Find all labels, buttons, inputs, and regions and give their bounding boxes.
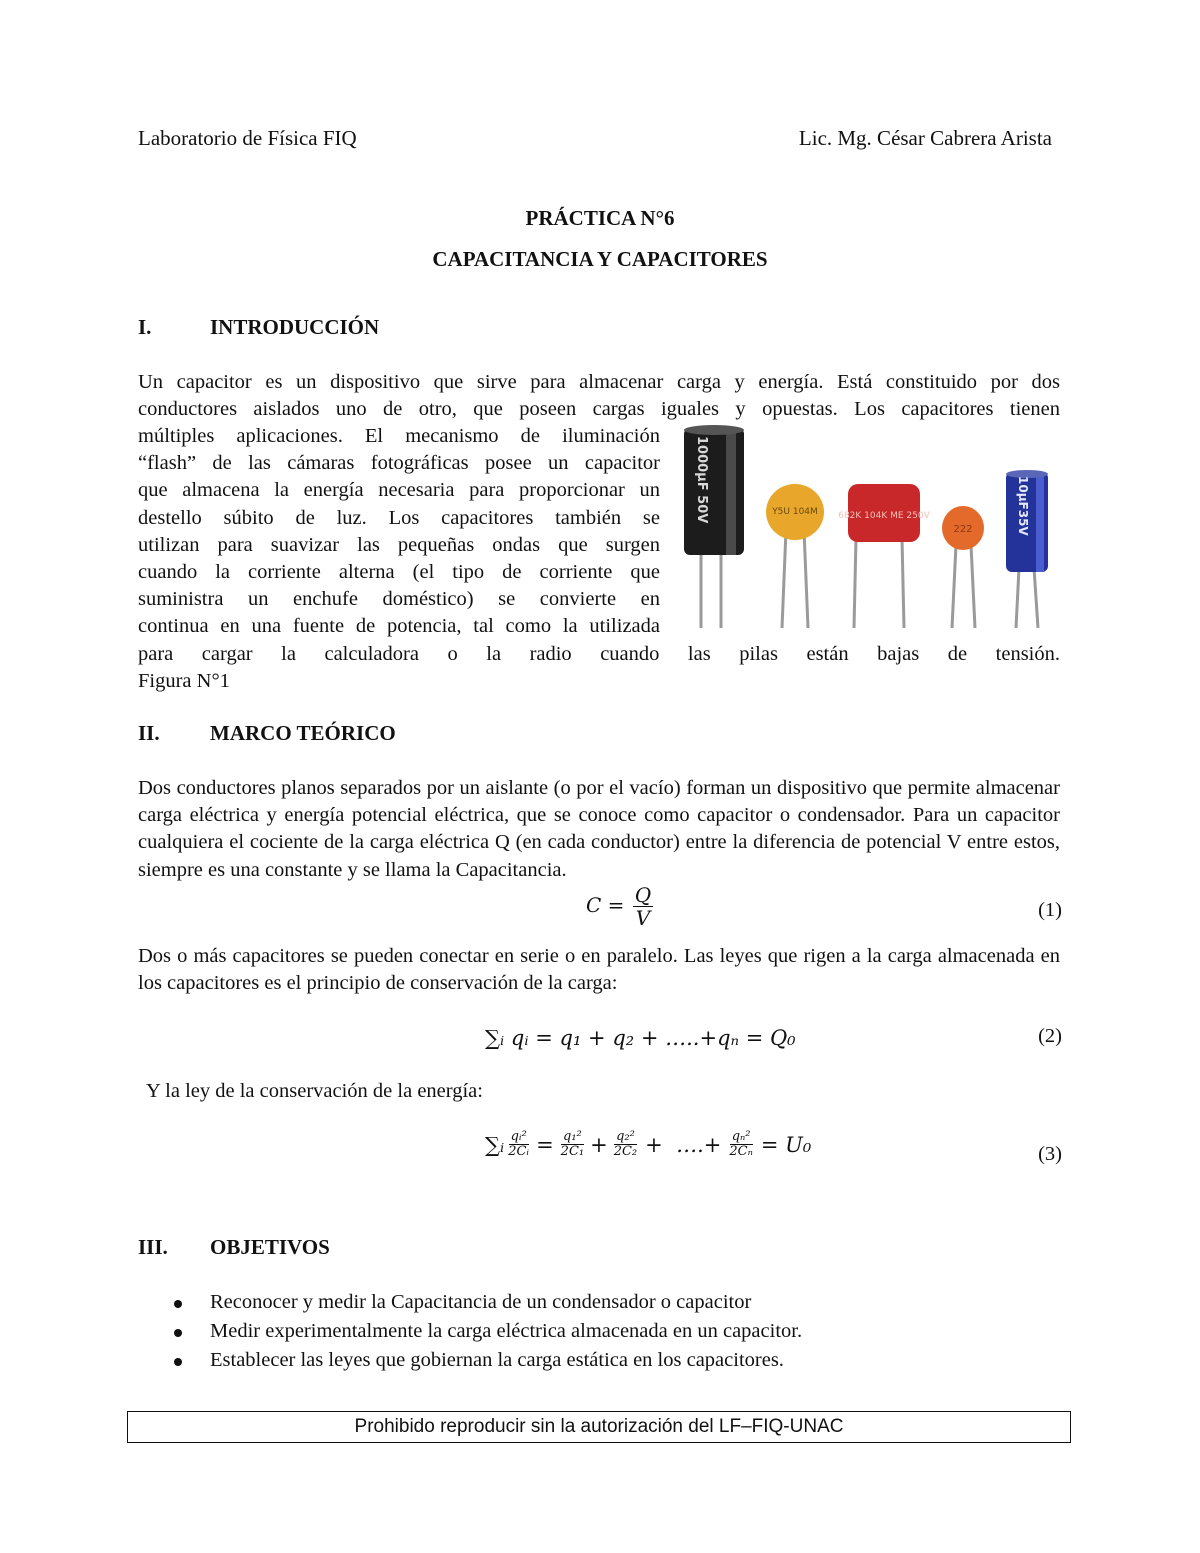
equation-numerator: q₁² xyxy=(563,1129,582,1144)
equation-number: (1) xyxy=(1038,899,1062,921)
intro-paragraph-wrap xyxy=(138,423,660,641)
equation-numerator: qₙ² xyxy=(731,1129,751,1144)
section-heading-marco xyxy=(138,721,396,746)
section-title: OBJETIVOS xyxy=(210,1235,330,1259)
intro-line: “flash” de las cámaras fotográficas posee un capacitor xyxy=(138,452,660,475)
equation-lhs: C = xyxy=(586,893,625,917)
intro-line: Un capacitor es un dispositivo que sirve para almacenar carga y energía. Está constituido por dos xyxy=(138,371,1060,393)
electrolytic-capacitor-large xyxy=(684,425,744,628)
header-right: Lic. Mg. César Cabrera Arista xyxy=(798,126,1052,150)
equation-denominator: V xyxy=(635,906,651,930)
equation-numerator: Q xyxy=(634,883,652,907)
equation-numerator: q₂² xyxy=(616,1129,635,1144)
equation-2: ∑ᵢ qᵢ = q₁ + q₂ + …..+qₙ = Q₀ xyxy=(485,1026,796,1050)
electrolytic-capacitor-blue xyxy=(1006,470,1048,628)
intro-line: que almacena la energía necesaria para proporcionar un xyxy=(138,479,660,502)
ceramic-capacitor-small xyxy=(942,506,984,628)
section-heading-intro xyxy=(138,315,379,340)
practice-subtitle: CAPACITANCIA Y CAPACITORES xyxy=(432,247,768,271)
figure-reference: Figura N°1 xyxy=(138,670,230,693)
list-item: Reconocer y medir la Capacitancia de un condensador o capacitor xyxy=(172,1291,802,1320)
list-item: Medir experimentalmente la carga eléctrica almacenada en un capacitor. xyxy=(172,1320,802,1349)
film-capacitor-red xyxy=(838,484,930,628)
equation-rhs: = U₀ xyxy=(760,1132,812,1157)
equation-denominator: 2Cᵢ xyxy=(508,1144,530,1160)
equation-number: (3) xyxy=(1038,1143,1062,1165)
capacitor-label: Y5U 104M xyxy=(772,507,818,517)
intro-line: suministra un enchufe doméstico) se convierte en xyxy=(138,588,660,611)
intro-line: cuando la corriente alterna (el tipo de corriente que xyxy=(138,561,660,584)
header-left: Laboratorio de Física FIQ xyxy=(138,126,357,150)
ceramic-capacitor-yellow xyxy=(766,484,824,628)
capacitors-figure xyxy=(676,420,1066,635)
capacitor-label: 222 xyxy=(953,524,973,535)
intro-line: continua en una fuente de potencia, tal como la utilizada xyxy=(138,615,660,638)
marco-paragraph-3: Y la ley de la conservación de la energía: xyxy=(146,1080,483,1102)
equation-3: ∑ᵢ $\frac{\text{qᵢ²}}{\text{2Cᵢ}}$ = $\frac{\text{q₁²}}{\text{2C₁}}$ + $\frac{\text{q₂²}}{\text{2C₂}}$ + ….+ $\frac{\text{qₙ²}}{\text{2Cₙ}}$ = U₀ xyxy=(485,1129,812,1160)
equation-sum: ∑ᵢ xyxy=(485,1132,505,1157)
intro-line: destello súbito de luz. Los capacitores también se xyxy=(138,506,660,529)
intro-paragraph-bottom xyxy=(138,641,1060,695)
equation-dots: + ….+ xyxy=(645,1132,722,1157)
marco-paragraph-1: Dos conductores planos separados por un aislante (o por el vacío) forman un dispositivo que permite almacenar carga eléctrica y energía potencial eléctrica, que se conoce como capacitor o condensador. Para un capacitor cualquiera el cociente de la carga eléctrica Q (en cada conductor) entre la diferencia de potencial V entre estos, siempre es una constante y se llama la Capacitancia. xyxy=(138,777,1060,881)
equation-denominator: 2Cₙ xyxy=(729,1144,753,1160)
intro-line: utilizan para suavizar las pequeñas ondas que surgen xyxy=(138,533,660,556)
capacitor-label: 1000µF 50V xyxy=(694,436,709,524)
list-item: Establecer las leyes que gobiernan la carga estática en los capacitores. xyxy=(172,1349,802,1378)
equation-denominator: 2C₁ xyxy=(560,1144,585,1160)
equation-numerator: qᵢ² xyxy=(510,1129,527,1144)
intro-paragraph-top xyxy=(138,369,1060,423)
section-heading-objetivos xyxy=(138,1235,330,1260)
section-title: INTRODUCCIÓN xyxy=(210,315,380,339)
intro-line: conductores aislados uno de otro, que poseen cargas iguales y opuestas. Los capacitores tienen xyxy=(138,398,1060,421)
section-number: III. xyxy=(138,1235,168,1259)
equation-denominator: 2C₂ xyxy=(613,1144,638,1160)
section-number: II. xyxy=(138,721,160,745)
equation-number: (2) xyxy=(1038,1025,1062,1047)
capacitor-label: 10µF35V xyxy=(1016,476,1030,536)
capacitor-label: 682K 104K ME 250V xyxy=(838,511,930,521)
practice-title: PRÁCTICA N°6 xyxy=(525,206,675,230)
marco-paragraph-2: Dos o más capacitores se pueden conectar en serie o en paralelo. Las leyes que rigen a la carga almacenada en los capacitores es el principio de conservación de la carga: xyxy=(138,945,1060,995)
objectives-list xyxy=(172,1291,802,1378)
intro-line: para cargar la calculadora o la radio cuando las pilas están bajas de tensión. xyxy=(138,643,1060,665)
section-number: I. xyxy=(138,315,152,339)
intro-line: múltiples aplicaciones. El mecanismo de iluminación xyxy=(138,425,660,447)
footer-notice: Prohibido reproducir sin la autorización del LF–FIQ-UNAC xyxy=(127,1411,1071,1443)
equation-1 xyxy=(586,884,655,929)
section-title: MARCO TEÓRICO xyxy=(210,721,396,745)
